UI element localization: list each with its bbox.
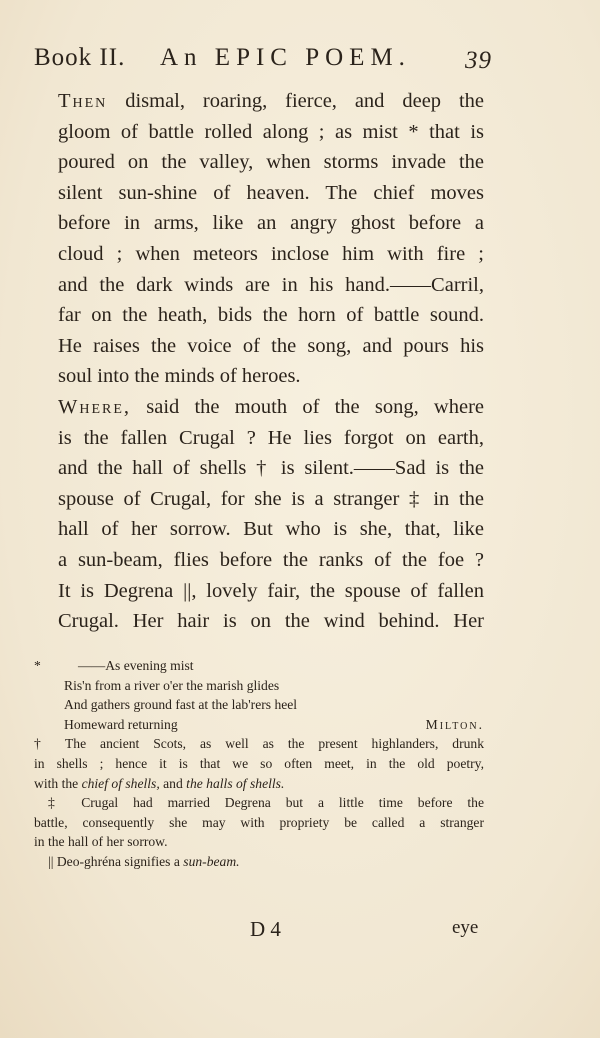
footnote-star-mark: * (34, 658, 41, 673)
text-line: He raises the voice of the song, and pours his (58, 334, 484, 357)
body-text (34, 86, 484, 637)
footnote-verse-line: * ——As evening mist (34, 656, 484, 676)
text-line: a sun-beam, flies before the ranks of the foe ? (58, 548, 484, 571)
text-line: spouse of Crugal, for she is a stranger ‡ in the (58, 487, 484, 510)
paragraph-2 (34, 392, 484, 637)
text-line: hall of her sorrow. But who is she, that, like (58, 518, 484, 541)
text-line: silent sun-shine of heaven. The chief moves (58, 181, 484, 204)
text-line: gloom of battle rolled along ; as mist * that is (58, 120, 484, 143)
printer-signature: D 4 (250, 917, 281, 941)
footnote-double-dagger-line: in the hall of her sorrow. (34, 834, 168, 850)
footnote-verse-line: Homeward returning Milton. (34, 715, 484, 735)
page-number: 39 (465, 47, 492, 74)
footnotes (34, 656, 484, 872)
footnote-verse-line: Ris'n from a river o'er the marish glides (64, 677, 280, 693)
text-line: and the hall of shells † is silent.——Sad is the (58, 457, 484, 480)
running-header (34, 44, 492, 76)
text-line: Where, said the mouth of the song, where (58, 395, 485, 418)
footnote-dagger-line: † The ancient Scots, as well as the present highlanders, drunk (34, 736, 484, 752)
paragraph-1 (34, 86, 484, 392)
text-line: Crugal. Her hair is on the wind behind. Her (58, 610, 484, 633)
text-line: poured on the valley, when storms invade the (58, 151, 484, 174)
footnote-verse-line: And gathers ground fast at the lab'rers heel (64, 697, 298, 713)
text-line: is the fallen Crugal ? He lies forgot on earth, (58, 426, 484, 449)
footnote-double-dagger-line: battle, consequently she may with propriety be called a stranger (34, 814, 484, 830)
book-label: Book II. (34, 44, 126, 71)
catchword: eye (452, 917, 479, 938)
text-line: It is Degrena ||, lovely fair, the spouse of fallen (58, 579, 484, 602)
footnote-parallel-line: || Deo-ghréna signifies a sun-beam. (48, 853, 240, 869)
text-line: Then dismal, roaring, fierce, and deep the (58, 90, 484, 112)
verse-attribution: Milton. (425, 716, 484, 732)
footnote-dagger-line: with the chief of shells, and the halls of shells. (34, 775, 285, 791)
drop-word: Where, (58, 395, 132, 418)
text-line: and the dark winds are in his hand.——Carril, (58, 273, 484, 296)
text-line: far on the heath, bids the horn of battle sound. (58, 304, 484, 327)
text-line: before in arms, like an angry ghost before a (58, 212, 484, 235)
drop-word: Then (58, 90, 108, 112)
text-line: soul into the minds of heroes. (58, 365, 301, 388)
footnote-double-dagger-line: ‡ Crugal had married Degrena but a little time before the (48, 795, 484, 811)
footnote-dagger-line: in shells ; hence it is that we so often meet, in the old poetry, (34, 755, 484, 771)
poem-title: An EPIC POEM. (160, 44, 411, 71)
text-line: cloud ; when meteors inclose him with fire ; (58, 242, 484, 265)
